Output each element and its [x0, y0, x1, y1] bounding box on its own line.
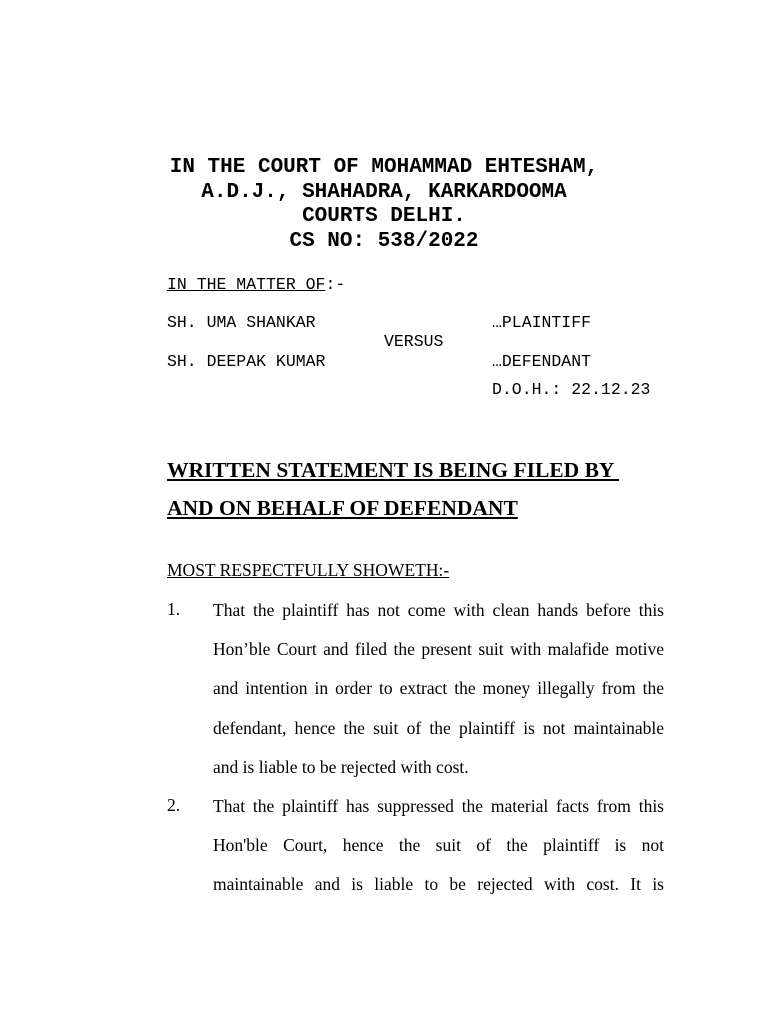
paragraph-line: That the plaintiff has not come with clean hands before this: [213, 600, 664, 620]
defendant-name: SH. DEEPAK KUMAR: [167, 352, 326, 371]
paragraph-line: defendant, hence the suit of the plaintiff is not maintainable: [213, 717, 664, 738]
date-of-hearing: D.O.H.: 22.12.23: [492, 380, 651, 399]
court-heading-line: COURTS DELHI.: [302, 205, 466, 228]
paragraph-line: and intention in order to extract the money illegally from the: [213, 678, 664, 699]
paragraph-line: maintainable and is liable to be rejected with cost. It is: [213, 874, 664, 895]
paragraph-number: 2.: [167, 795, 181, 815]
paragraph-text: [213, 599, 664, 795]
defendant-role: …DEFENDANT: [492, 352, 592, 371]
court-heading-line: A.D.J., SHAHADRA, KARKARDOOMA: [201, 180, 567, 204]
paragraph-text: [213, 795, 664, 913]
paragraph-line: Hon'ble Court, hence the suit of the plaintiff is not: [213, 835, 664, 856]
paragraph-line: That the plaintiff has suppressed the material facts from this: [213, 796, 664, 816]
matter-suffix: :-: [325, 275, 346, 294]
document-title-line: WRITTEN STATEMENT IS BEING FILED BY: [167, 458, 620, 482]
versus-label: VERSUS: [384, 332, 444, 351]
plaintiff-name: SH. UMA SHANKAR: [167, 313, 316, 332]
court-heading: [110, 156, 658, 254]
matter-heading: [167, 275, 345, 295]
paragraph-line: Hon’ble Court and filed the present suit with malafide motive: [213, 639, 664, 660]
paragraph-line: and is liable to be rejected with cost.: [213, 756, 469, 777]
showeth-heading: MOST RESPECTFULLY SHOWETH:-: [167, 560, 450, 580]
court-heading-line: IN THE COURT OF MOHAMMAD EHTESHAM,: [169, 156, 599, 179]
case-number: CS NO: 538/2022: [289, 229, 479, 253]
document-title-line: AND ON BEHALF OF DEFENDANT: [167, 496, 518, 520]
paragraph-number: 1.: [167, 599, 181, 619]
plaintiff-role: …PLAINTIFF: [492, 313, 592, 332]
matter-label: IN THE MATTER OF: [167, 275, 326, 294]
